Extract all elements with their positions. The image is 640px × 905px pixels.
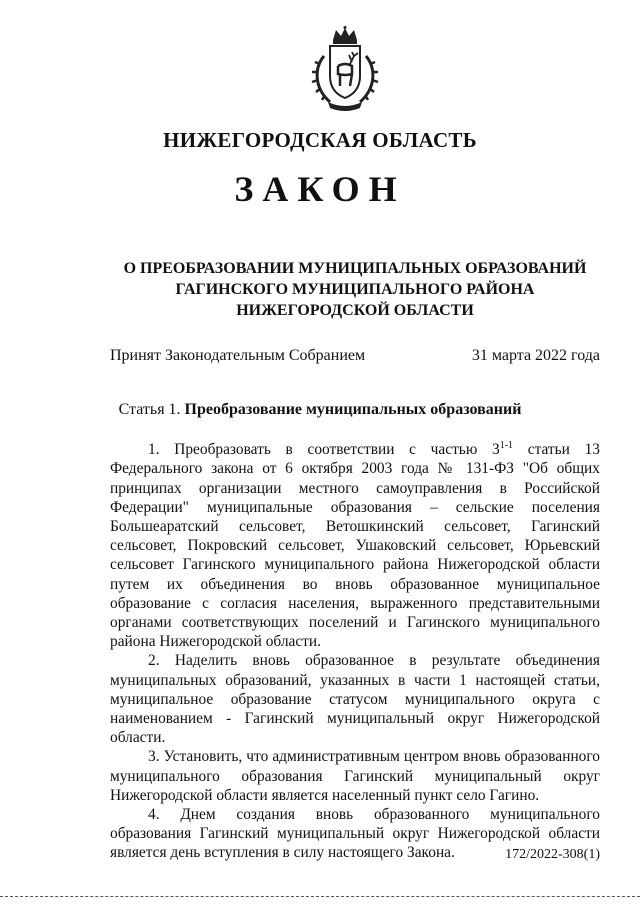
paragraph-1-rest: статьи 13 Федерального закона от 6 октября 2003 года № 131-ФЗ "Об общих принципах организации местного самоуправления в Российской Федерации" муниципальные образования – сельские поселения Большеаратский сельсовет, Ветошкинский сельсовет, Гагинский сельсовет, Покровский сельсовет, Ушаковский сельсовет, Юрьевский сельсовет Гагинского муниципального района Нижегородской области путем их объединения во вновь образованное муниципальное образование с согласия населения, выраженного представительными органами соответствующих поселений и Гагинского муниципального района Нижегородской области. (110, 441, 600, 651)
paragraph-1-superscript: 1-1 (499, 440, 514, 451)
coat-of-arms-icon (300, 26, 390, 112)
scan-edge-line (0, 896, 640, 899)
document-type: ЗАКОН (234, 169, 406, 209)
document-reference: 172/2022-308(1) (505, 847, 600, 862)
document-title (100, 258, 610, 321)
adoption-text: Принят Законодательным Собранием (110, 347, 366, 364)
region-title: НИЖЕГОРОДСКАЯ ОБЛАСТЬ (163, 128, 477, 152)
article-heading (0, 401, 640, 419)
paragraph-1-start: 1. Преобразовать в соответствии с частью 3 (148, 441, 500, 459)
article-title: Преобразование муниципальных образований (184, 401, 522, 418)
adoption-line (110, 347, 600, 365)
paragraph-1 (110, 436, 600, 651)
article-body (110, 436, 600, 863)
title-line: ГАГИНСКОГО МУНИЦИПАЛЬНОГО РАЙОНА (175, 281, 535, 298)
adoption-date: 31 марта 2022 года (471, 347, 600, 364)
title-line: О ПРЕОБРАЗОВАНИИ МУНИЦИПАЛЬНЫХ ОБРАЗОВАНИЙ (123, 260, 587, 277)
paragraph-3: 3. Установить, что административным центром вновь образованного муниципального образования Гагинский муниципальный округ Нижегородской области является населенный пункт село Гагино. (110, 748, 600, 804)
paragraph-2: 2. Наделить вновь образованное в результате объединения муниципальных образований, указанных в части 1 настоящей статьи, муниципальное образование статусом муниципального округа с наименованием - Гагинский муниципальный округ Нижегородской области. (110, 652, 600, 747)
paragraph-4: 4. Днем создания вновь образованного муниципального образования Гагинский муниципальный округ Нижегородской области является день вступления в силу настоящего Закона. (110, 805, 600, 862)
article-label: Статья 1. (118, 401, 181, 418)
title-line: НИЖЕГОРОДСКОЙ ОБЛАСТИ (236, 302, 474, 319)
